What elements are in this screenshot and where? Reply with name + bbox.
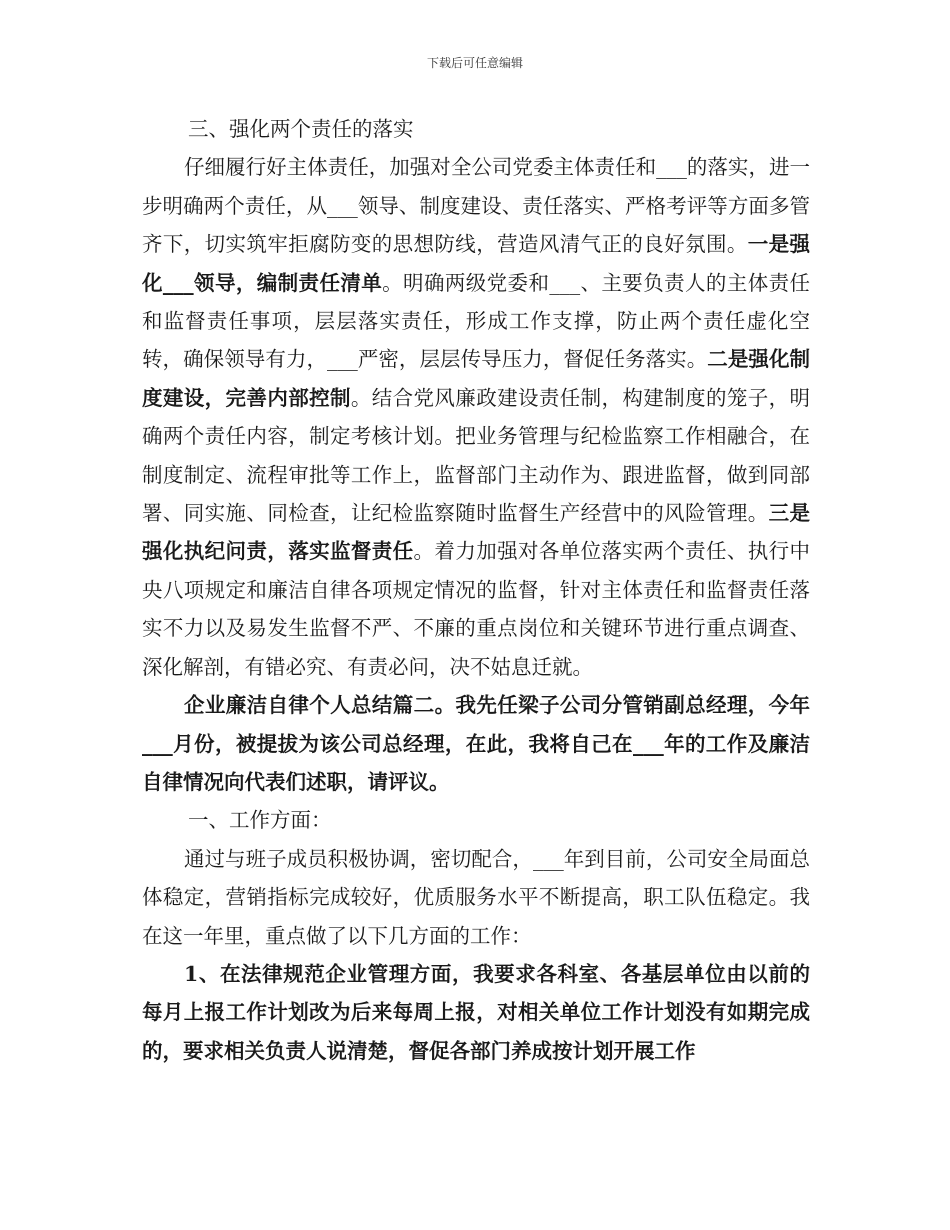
work-heading: 一、工作方面：	[188, 808, 332, 833]
point-3-text: 。着力加强对各单位落实两个责任、执行中央八项规定和廉洁自律各项规定情况的监督，针对主体责任和监督责任落实不力以及易发生监督不严、不廉的重点岗位和关键环节进行重点调查、深化解剖，有错必究、有责必问，决不姑息迁就。	[142, 539, 811, 679]
legal-management-text: 1、在法律规范企业管理方面，我要求各科室、各基层单位由以前的每月上报工作计划改为后来每周上报，对相关单位工作计划没有如期完成的，要求相关负责人说清楚，督促各部门养成按计划开展工作	[142, 961, 810, 1063]
summary-text: 。我先任梁子公司分管销副总经理，今年___月份，被提拔为该公司总经理，在此，我将自己在___年的工作及廉洁自律情况向代表们述职，请评议。	[142, 693, 811, 794]
bold-point-3: 三是强化执纪问责，落实监督责任	[142, 501, 811, 564]
page-header: 下载后可任意编辑	[426, 56, 523, 70]
point-1-text: 。明确两级党委和___、主要负责人的主体责任和监督责任事项，层层落实责任，形成工作支撑，防止两个责任虚化空转，确保领导有力，___严密，层层传导压力，督促任务落实。	[142, 270, 811, 372]
section-heading-3: 三、强化两个责任的落实	[188, 117, 414, 141]
paragraph-work-overview: 通过与班子成员积极协调，密切配合，___年到目前，公司安全局面总体稳定，营销指标完成较好，优质服务水平不断提高，职工队伍稳定。我在这一年里，重点做了以下几方面的工作：	[142, 846, 810, 948]
summary-title: 企业廉洁自律个人总结篇二	[184, 693, 435, 718]
paragraph-responsibility	[142, 148, 810, 686]
bold-point-2: 二是强化制度建设，完善内部控制	[142, 347, 811, 410]
bold-point-1: 一是强化___领导，编制责任清单	[142, 232, 811, 295]
paragraph-summary-part2	[142, 686, 810, 801]
point-2-text: 。结合党风廉政建设责任制，构建制度的笼子，明确两个责任内容，制定考核计划。把业务管理与纪检监察工作相融合，在制度制定、流程审批等工作上，监督部门主动作为、跟进监督，做到同部署、同实施、同检查，让纪检监察随时监督生产经营中的风险管理。	[142, 385, 811, 526]
paragraph-legal-management	[142, 955, 810, 1070]
document-body	[142, 110, 810, 1070]
paragraph-intro: 仔细履行好主体责任，加强对全公司党委主体责任和___的落实，进一步明确两个责任，从___领导、制度建设、责任落实、严格考评等方面多管齐下，切实筑牢拒腐防变的思想防线，营造风清气正的良好氛围。	[142, 155, 810, 257]
